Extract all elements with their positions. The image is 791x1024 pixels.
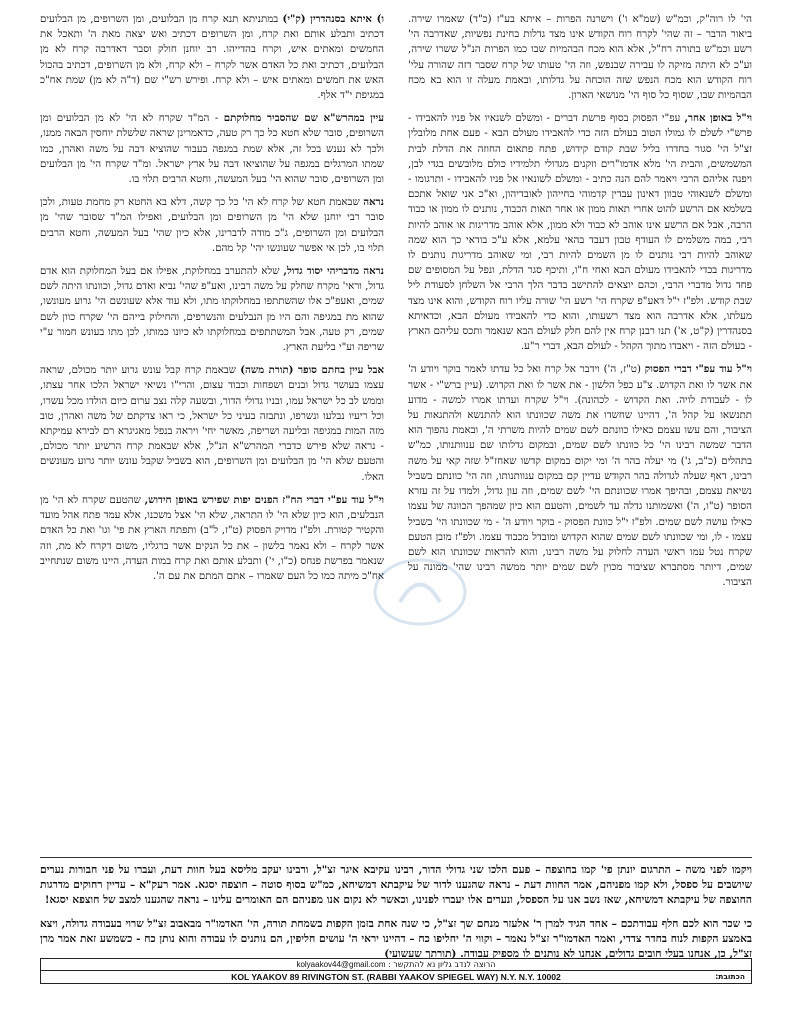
article-columns	[40, 12, 752, 850]
right-column	[408, 12, 752, 850]
paragraph-text: שבאמת חטא של קרח לא הי' כל כך קשה, דלא בא החטא רק מחמת טעות, ולכן סובר רבי יוחנן שלא הי' מן השרופים ומן הבלועים, ואפילו המ"ד שסובר שהי' מן הבלועים ומן השרופים, ג"כ מודה לדברינו, אלא כיון שהי' בעל המעשה, וחטא הרבים תלוי בו, לכן אי אפשר שעונשו יהי' קל מהם.	[40, 197, 384, 254]
address-text: KOL YAAKOV 89 RIVINGTON ST. (RABBI YAAKOV SPIEGEL WAY) N.Y. N.Y. 10002	[231, 972, 561, 982]
paragraph	[40, 363, 384, 485]
bottom-section	[40, 863, 752, 971]
paragraph-text: שהטעם שקרח לא הי' מן הנבלעים, הוא כיון שלא הי' לו התראה, שלא הי' אצל משכנו, אלא עמד פתח אהל מועד והקטיר קטורת. ולפ"ז מדויק הפסוק (ט"ז, ל"ב) ותפתח הארץ את פי' וגו' ואת כל האדם אשר לקרח – ולא נאמר בלשון – את כל הנקים אשר ברגליו, משום דקרח לא מת, וזה שנאמר בפרשת פנחס (כ"ו, י') ותבלע אותם ואת קרח במות העדה, היינו משום שנתחייב אח"כ מיתה כמו כל העם שאמרו – אתם המתם את עם ה'.	[40, 494, 384, 582]
paragraph-lead: ו) איתא בסנהדרין (ק"י)	[282, 13, 384, 25]
email-link[interactable]: kolyaakov44@gmail.com	[296, 960, 386, 969]
paragraph-lead: וי"ל באופן אחר,	[684, 112, 752, 125]
paragraph-text: עפ"י הפסוק בסוף פרשת דברים - ומשלם לשנאיו אל פניו להאבידו - פרש"י לשלם לו גמולו הטוב בעולם הזה כדי להאבידו מעולם הבא - פעם אחת מלובלין זצ"ל הי' סגור בחדרו בליל שבת קודם קידוש, פתח פתאום החוזה את הדלת לבית המשמשים, והבית הי' מלא אדמו"רים וזקנים מגדולי תלמידיו כולם מלובשים בגדי לבן, ויפנה אליהם הרבי ויאמר להם הנה כתיב - ומשלם לשונאיו אל פניו להאבידו - ותרגומו - ומשלם לשנאוהי טבוון דאינון עבדין קדמוהי בחייהון לאובדיהון, וא"כ אני שואל אתכם בשלמא אם הרשע להוט אחרי תאות ממון או אחר תאות הכבוד, נותנים לו ממון או כבוד הרבה, אבל אם הרשע אינו אוהב לא כבוד ולא ממון, אלא אוהב מדריגות או אוהב להיות רבי, במה משלמים לו העודף טבון דעבד בהאי עלמא, אלא ע"כ בודאי כך הוא שמה שאוהב להיות רבי נותנים לו מן השמים להיות רבי, ומי שאוהב מדריגות נותנים לו מדריגות בכדי להאבידו מעולם הבא ואחי ח"ו, ותיכף סגר הדלת, ונפל על המסופים שם פחד גדול מדברי הרבי, וכהם יוצאים להתישב בדבר הלך הרבי אל השלחן לסעודת ליל שבת קודש. ולפ"ז י"ל דאע"פ שקרח הי' רשע הי' שורה עליו רוח הקודש, והוא אינו מצד מעלתו, אלא אדרבה הוא מצד רשעותו, והוא כדי להאבידו מעולם הבא, וכדאיתא בסנהדרין (ק"ט, א') תנו רבנן קרח אין להם חלק לעולם הבא שנאמר ותכס עליהם הארץ - בעולם הזה - ויאבדו מתוך הקהל - לעולם הבא, דברי ר"ע.	[408, 113, 752, 353]
paragraph-text: - המ"ד שקרח לא הי' לא מן הבלועים ומן השרופים, סובר שלא חטא כל כך רק טעה, כדאמרינן שראה שלשלת יוחסין הבאה ממנו, ולכך לא נענש בכל זה, אלא שמת במגפה בעבור שהוציא דבה על משה ואהרן, כמו שמתו המרגלים במגפה על שהוציאו דבה על ארץ ישראל. ומ"ד שקרח הי' מן הבלועים ומן השרופים, סובר שהוא הי' בעל המעשה, וחטא הרבים תלוי בו.	[40, 113, 384, 186]
paragraph	[40, 195, 384, 256]
paragraph-text: הי' לו רוה"ק, וכמ"ש (שמ"א ו') וישרנה הפרות – איתא בע"ז (כ"ד) שאמרו שירה. ביאור הדבר – זה שהי' לקרח רוח הקודש אינו מצד גדלות בחינת נפשיות, שאדרבה הי' רשע וכמ"ש בתורה רח"ל, אלא הוא מכח הבהמיות שבו כמו הפרות הנ"ל ששרו שירה, וע"כ לא היתה מזיקה לו עבירה שבנפש, וזה הי' טעותו של קרח שסבר דזה שהורה עלי' רוח הקודש הוא מכח הנפש שזה הוכחה על גדלותו, ובאמת מעלה זו הוא בא מכח הבהמיות שבו, שסוף כל סוף הי' מנושאי הארון.	[408, 14, 752, 102]
paragraph-lead: עיין במהרש"א שם שהסביר מחלוקתם	[223, 112, 384, 125]
paragraph-text: במתניתא תנא קרח מן הבלועים, ומן השרופים, מן הבלועים דכתיב ותבלע אותם ואת קרח, ומן השרופים דכתיב ואש יצאה מאת ה' ותאכל את החמשים ומאתים איש, וקרח בהדייהו. רב יוחנן חולק וסבר דאדרבה קרח לא מן הבלועים, דכתיב ואת כל האדם אשר לקרח – ולא קרח, ולא מן השרופים, דכתיב בהכול האש את חמשים ומאתים איש – ולא קרח. ופירש רש"י שם (ד"ה לא מן) שמת אח"כ במגיפת י"ד אלף.	[40, 14, 384, 102]
paragraph-lead: נראה מדבריהי יסוד גדול,	[283, 265, 384, 278]
paragraph	[408, 12, 752, 103]
section-divider	[40, 857, 752, 858]
footer-box	[40, 958, 752, 984]
left-column	[40, 12, 384, 850]
footer-contact	[41, 959, 751, 971]
paragraph	[40, 493, 384, 584]
footer-address	[41, 971, 751, 983]
paragraph-text: שלא להתערב במחלוקת, אפילו אם בעל המחלוקת הוא אדם גדול, וראי' מקרח שחלק על משה רבינו, ואע"פ שהי' נביא ואדם גדול, וכוונתו היתה לשם שמים, ואעפ"כ אלו שהשתתפו במחלוקתו מתו, ולא עוד אלא שעונשם הי' גרוע מעונשו, שהוא מת במגיפה והם היו מן הנבלעים והנשרפים, והחילוק בייהם הי' שקרח כוון לשם שמים, רק טעה, אבל המשתתפים במחלוקתו לא כיונו כמותו, לכן מתו בעונש חמור ע"י שריפה וע"י בליעת הארץ.	[40, 266, 384, 354]
bottom-paragraph-1: ויקמו לפני משה – התרגום יונתן פי' קמו בחוצפה – פעם הלכו שני גדולי הדור, רבינו עקיבא איגר זצ"ל, ורבינו יעקב מליסא בעל חוות דעת, ועברו על פני חבורות נערים שיושבים על ספסל, ולא קמו מפניהם, אמר החוות דעת – נראה שהגענו לדור של עיקבתא דמשיחא, כמ"ש בסוף סוטה – חוצפה יסגא. אמר רעק"א – עדיין רחוקים מדרגות החוצפה של עיקבתא דמשיחא, שאז נשב אנו על הספסל, ונערים אלו יעברו לפנינו, וכאשר לא נקום אנו מפניהם הם האומרים עלינו – נראה שהגענו למצב של חוצפא יסגא!	[40, 864, 752, 906]
page	[40, 12, 752, 1012]
paragraph-text: שבאמת קרח קבל עונש גרוע יותר מכולם, שראה עצמו בעושר גדול ובנים ושפחות וכבוד עצום, והרי"ו נשיאי ישראל הלכו אחר עצתו, וממש לב כל ישראל עמו, ובניו גדולי הדור, ובשעה קלה נצב ערום כיום הולדו מכל עשרו, וכל ריעיו נבלעו ונשרפו, ונתבזה בעיני כל ישראל, כי ראו צדקתם של משה ואהרן, טוב מזה המות במגיפה ובליעה ושריפה, מאשר יחי' ויראה בנפל מאגיגרא רם לבירא עמיקתא - נראה שלא פירש כדברי המהרש"א הנ"ל, אלא שבאמת קרח הרשיע יותר מכולם, והטעם שלא הי' מן הבלועים ומן השרופים, הוא בשביל שקבל עונש יותר גרוע מעונשים האלו.	[40, 365, 384, 483]
paragraph-text: (ט"ז, ה') וידבר אל קרח ואל כל עדתו לאמר בוקר ויודע ה' את אשר לו ואת הקדוש. צ"ע כפל הלשון - את אשר לו ואת הקדוש. (עיין ברש"י - אשר לו - לעבודת לויה. ואת הקדוש - לכהונה). וי"ל שקרח ועדתו אמרו למשה - מדוע תתנשאו על קהל ה', דהיינו שחשדו את משה שכוונתו הוא להתנשא ולהתגאות על הציבור, והם עשו עצמם כאילו כוונתם לשם שמים להיות משרתי ה', ובאמת נהפוך הוא הדבר שמשה רבינו הי' כל כוונתו לשם שמים, ובמקום גדלותו שם ענוותנותו, כמ"ש בתהלים (כ"ב, ג') מי יעלה בהר ה' ומי יקום במקום קדשו שאחז"ל שזה קאי על משה רבינו, דאף שעלה לגדולה בהר הקודש עדיין קם במקום ענוותנותו, וזה הי' כוונתם בשביל נשיאת עצמם, ובהיפך אמרו שכוונתם הי' לשם שמים, וזה עון גדול, ולמדו על זה עזרא הסופר (ט"ו, ה') ואשמותנו גדלה עד לשמים, והטעם הוא כיון שמהפך הכוונה של עצמו כאילו עושה לשם שמים. ולפ"ז י"ל כוונת הפסוק - בוקר ויודע ה' - מי שכוונתו הי' בשביל עצמו - לו, ומי שכוונתו לשם שמים שהוא הקדוש ומובדל מכבוד עצמו. ולפ"ז מובן הטעם שקרח נטל עמו ראשי העדה לחלוק על משה רבינו, והוא להראות שכוונתו הוא לשם שמים, דיותר מסתברא שציבור מכוין לשם שמים יותר ממשה רבינו שהי' ממונה על הציבור.	[408, 364, 752, 589]
paragraph-lead: אבל עיין בחתם סופר (תורת משה)	[240, 364, 384, 377]
watermark-logo-icon	[370, 552, 470, 632]
address-label: הכתובת:	[715, 972, 745, 981]
paragraph-lead: וי"ל עוד עפ"י דברי הח"ז הפנים יפות שפירש באופן חידוש,	[144, 493, 384, 506]
paragraph	[408, 111, 752, 354]
paragraph-lead: וי"ל עוד עפ"י דברי הפסוק	[644, 363, 752, 376]
paragraph	[40, 264, 384, 355]
paragraph	[40, 12, 384, 103]
paragraph	[40, 111, 384, 187]
paragraph-lead: נראה	[363, 196, 384, 209]
donate-text: הרוצה לנדב גליון נא להתקשר :	[388, 960, 496, 969]
bottom-paragraph-2: כי שכר הוא לכם חלף עבודתכם – אחד הגיד למרן ר' אלעזר מנחם שך זצ"ל, כי שנה אחת בזמן הקפות בשמחת תורה, הי' האדמו"ר מבאבוב זצ"ל שרוי בעבודה גדולה, ויצא באמצע הקפות לנוח בחדר צדדי, ואמר האדמו"ר זצ"ל נאמר – וקווי ה' יחליפו כח – דהיינו יראי ה' עושים חליפין, הם נותנים לו עבודה והוא נותן כח - כשמשע זאת אמר מרן זצ"ל, כן, אנחנו בעלי חובים גדולים, אנחנו לא נותנים לו מספיק עבודה. (תורתך שעשועי)	[40, 918, 752, 960]
